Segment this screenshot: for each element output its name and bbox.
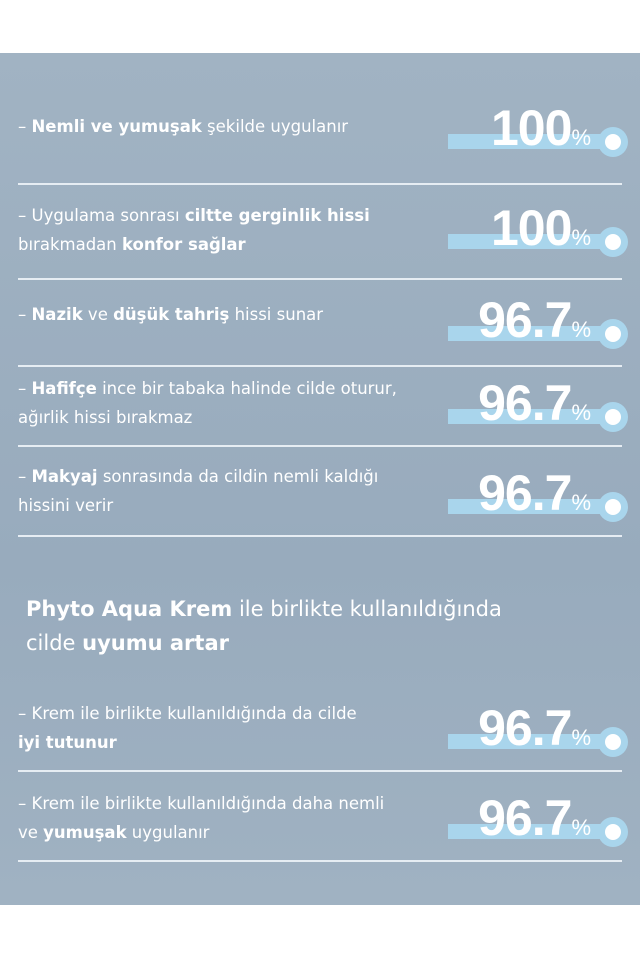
text-segment: ile birlikte kullanıldığında	[232, 597, 502, 621]
text-segment: Hafifçe	[31, 379, 97, 398]
stat-indicator	[446, 375, 626, 435]
text-segment: iyi tutunur	[18, 733, 117, 752]
text-segment: uygulanır	[126, 823, 210, 842]
percentage-value: 96.7%	[478, 700, 590, 756]
text-segment: – Krem ile birlikte kullanıldığında da cilde	[18, 704, 357, 723]
progress-knob-dot	[605, 234, 621, 250]
divider	[18, 278, 622, 280]
text-segment: ağırlik hissi bırakmaz	[18, 408, 193, 427]
stat-indicator	[446, 292, 626, 352]
text-segment: – Krem ile birlikte kullanıldığında daha nemli	[18, 794, 385, 813]
divider	[18, 860, 622, 862]
text-segment: cilde	[26, 631, 83, 655]
progress-knob-dot	[605, 409, 621, 425]
divider	[18, 445, 622, 447]
text-segment: –	[18, 467, 32, 486]
percent-sign: %	[571, 725, 590, 750]
text-segment: ince bir tabaka halinde cilde oturur,	[96, 379, 397, 398]
claim-text	[18, 112, 438, 141]
divider	[18, 535, 622, 537]
claim-text	[18, 462, 438, 520]
text-segment: konfor sağlar	[121, 235, 246, 254]
text-segment: Nemli ve yumuşak	[31, 117, 202, 136]
stat-indicator	[446, 465, 626, 525]
percentage-value: 100%	[491, 100, 590, 156]
text-segment: düşük tahriş	[113, 305, 230, 324]
percent-sign: %	[571, 815, 590, 840]
text-segment: bırakmadan	[18, 235, 122, 254]
progress-knob-dot	[605, 326, 621, 342]
text-segment: sonrasında da cildin nemli kaldığı	[97, 467, 379, 486]
section-heading	[26, 592, 502, 660]
text-segment: yumuşak	[43, 823, 127, 842]
percentage-value: 96.7%	[478, 465, 590, 521]
text-segment: hissi sunar	[229, 305, 324, 324]
claim-text	[18, 789, 438, 847]
percent-sign: %	[571, 400, 590, 425]
stat-indicator	[446, 700, 626, 760]
divider	[18, 770, 622, 772]
text-segment: Phyto Aqua Krem	[26, 597, 233, 621]
text-segment: şekilde uygulanır	[201, 117, 349, 136]
percent-sign: %	[571, 490, 590, 515]
claim-text	[18, 699, 438, 757]
percentage-value: 100%	[491, 200, 590, 256]
stat-indicator	[446, 100, 626, 160]
stat-indicator	[446, 790, 626, 850]
text-segment: –	[18, 305, 32, 324]
text-segment: – Uygulama sonrası	[18, 206, 185, 225]
percent-sign: %	[571, 317, 590, 342]
claim-text	[18, 201, 438, 259]
claim-text	[18, 374, 438, 432]
text-segment: Nazik	[31, 305, 83, 324]
percentage-value: 96.7%	[478, 790, 590, 846]
text-segment: –	[18, 379, 32, 398]
text-segment: uyumu artar	[82, 631, 229, 655]
divider	[18, 183, 622, 185]
text-segment: ve	[18, 823, 44, 842]
text-segment: ve	[82, 305, 114, 324]
progress-knob-dot	[605, 734, 621, 750]
divider	[18, 365, 622, 367]
progress-knob-dot	[605, 499, 621, 515]
claim-text	[18, 300, 438, 329]
text-segment: hissini verir	[18, 496, 114, 515]
percentage-value: 96.7%	[478, 292, 590, 348]
text-segment: Makyaj	[31, 467, 98, 486]
stat-indicator	[446, 200, 626, 260]
percent-sign: %	[571, 125, 590, 150]
progress-knob-dot	[605, 824, 621, 840]
percent-sign: %	[571, 225, 590, 250]
text-segment: –	[18, 117, 32, 136]
text-segment: ciltte gerginlik hissi	[184, 206, 370, 225]
percentage-value: 96.7%	[478, 375, 590, 431]
progress-knob-dot	[605, 134, 621, 150]
